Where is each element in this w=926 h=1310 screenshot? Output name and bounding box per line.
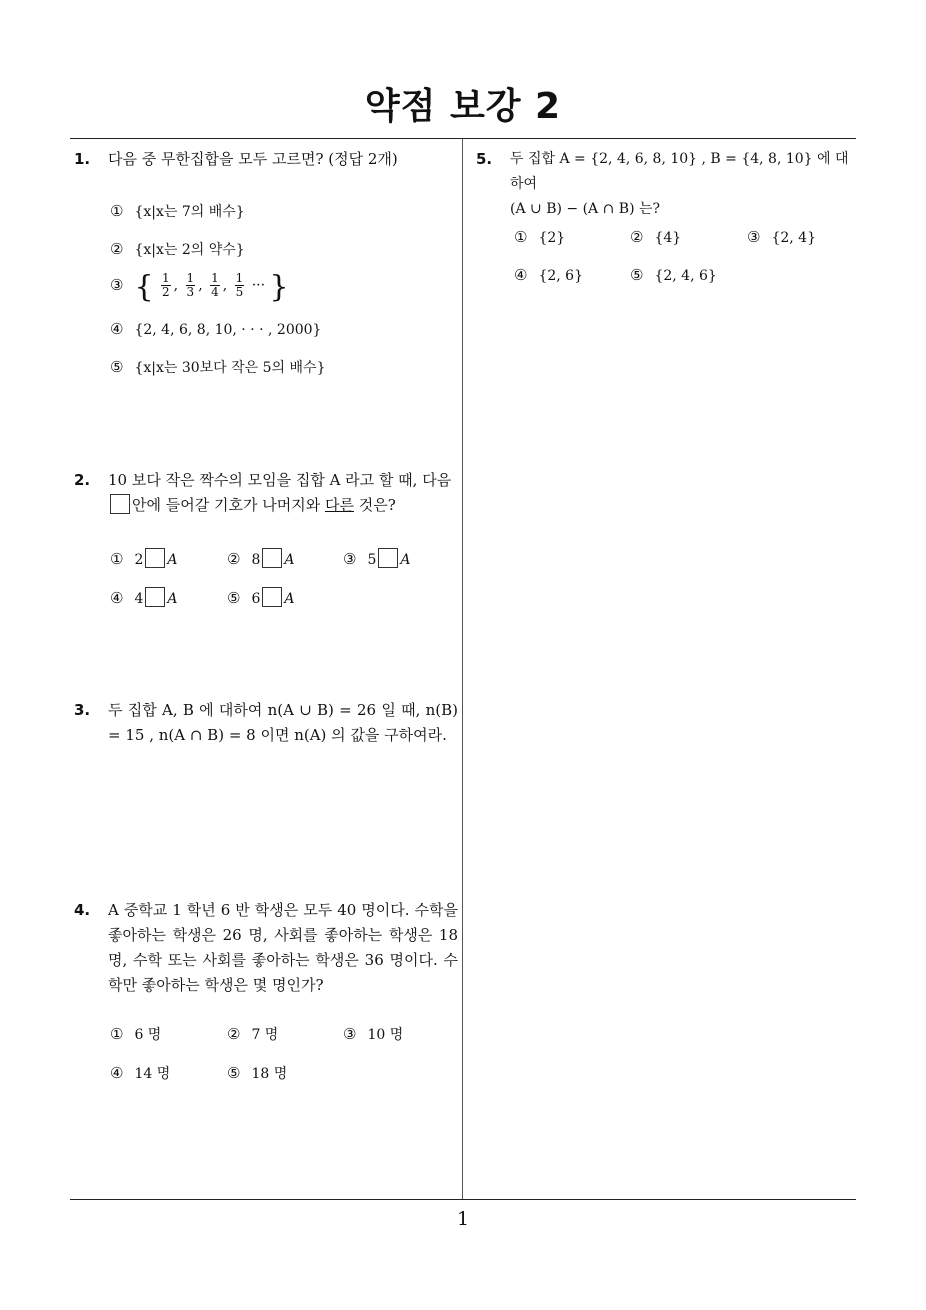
q4-option-4[interactable]: ④ 14 명 — [110, 1064, 171, 1082]
underlined-word: 다른 — [324, 496, 354, 514]
question-5 — [476, 147, 860, 222]
answer-box — [378, 548, 398, 568]
question-number: 4. — [74, 901, 91, 919]
q2-option-5[interactable]: ⑤ 6 A — [227, 589, 295, 607]
option-text: {2, 4, 6, 8, 10, · · · , 2000} — [134, 322, 322, 338]
q5-option-4[interactable]: ④ {2, 6} — [514, 266, 583, 284]
question-number: 1. — [74, 150, 91, 168]
q5-option-3[interactable]: ③ {2, 4} — [747, 228, 816, 246]
q2-option-4[interactable]: ④ 4 A — [110, 589, 178, 607]
option-mark: ① — [110, 202, 124, 220]
ellipsis: ··· — [251, 277, 266, 294]
q4-option-2[interactable]: ② 7 명 — [227, 1025, 279, 1043]
top-rule — [70, 138, 856, 139]
fraction: $\frac{1}{5}$ — [235, 271, 244, 299]
question-4 — [74, 898, 458, 998]
question-text: 두 집합 A, B 에 대하여 n(A ∪ B) = 26 일 때, n(B) = 15 , n(A ∩ B) = 8 이면 n(A) 의 값을 구하여라. — [108, 701, 458, 744]
question-line-1: 두 집합 A = {2, 4, 6, 8, 10} , B = {4, 8, 10} 에 대하여 — [510, 151, 849, 192]
question-1 — [74, 147, 458, 172]
page-number: 1 — [456, 1208, 470, 1230]
fraction: $\frac{1}{2}$ — [162, 271, 170, 299]
answer-box — [262, 587, 282, 607]
question-text: 10 보다 작은 짝수의 모임을 집합 A 라고 할 때, 다음 안에 들어갈 기호가 나머지와 다른 것은? — [108, 471, 452, 514]
answer-box — [110, 494, 130, 514]
column-divider — [462, 139, 463, 1199]
q2-option-3[interactable]: ③ 5 A — [343, 550, 411, 568]
q4-option-3[interactable]: ③ 10 명 — [343, 1025, 404, 1043]
brace-close: } — [269, 269, 289, 305]
q1-option-1[interactable] — [110, 201, 245, 222]
fraction: $\frac{1}{4}$ — [211, 271, 219, 299]
q1-option-2[interactable] — [110, 239, 245, 260]
question-3 — [74, 698, 458, 748]
option-text: {x|x는 30보다 작은 5의 배수} — [134, 360, 326, 376]
q4-option-5[interactable]: ⑤ 18 명 — [227, 1064, 288, 1082]
question-number: 5. — [476, 150, 493, 168]
question-line-1: 10 보다 작은 짝수의 모임을 집합 A 라고 할 때, 다음 — [108, 471, 452, 489]
bottom-rule — [70, 1199, 856, 1200]
answer-box — [262, 548, 282, 568]
page-title: 약점 보강 2 — [364, 86, 562, 127]
q4-option-1[interactable]: ① 6 명 — [110, 1025, 162, 1043]
option-mark: ② — [110, 240, 124, 258]
q1-option-5[interactable] — [110, 357, 326, 378]
answer-box — [145, 587, 165, 607]
q5-option-1[interactable]: ① {2} — [514, 228, 566, 246]
question-number: 2. — [74, 471, 91, 489]
q2-option-2[interactable]: ② 8 A — [227, 550, 295, 568]
q2-option-1[interactable]: ① 2 A — [110, 550, 178, 568]
question-line-2: (A ∪ B) − (A ∩ B) 는? — [510, 201, 661, 217]
option-mark: ③ — [110, 275, 124, 294]
q5-option-5[interactable]: ⑤ {2, 4, 6} — [630, 266, 717, 284]
q1-option-3[interactable]: ③ { $\frac{1}{2}$ , $\frac{1}{3}$ , $\frac{1}{4}$ , $\frac{1}{5}$ ··· } — [110, 269, 289, 305]
option-text: {x|x는 2의 약수} — [134, 242, 245, 258]
question-number: 3. — [74, 701, 91, 719]
option-text: {x|x는 7의 배수} — [134, 204, 245, 220]
brace-open: { — [134, 269, 154, 305]
question-text: A 중학교 1 학년 6 반 학생은 모두 40 명이다. 수학을 좋아하는 학생은 26 명, 사회를 좋아하는 학생은 18 명, 수학 또는 사회를 좋아하는 학생은 36 명이다. 수학만 좋아하는 학생은 몇 명인가? — [108, 901, 458, 994]
question-text — [510, 147, 860, 222]
option-mark: ④ — [110, 320, 124, 338]
q1-option-4[interactable] — [110, 319, 321, 340]
answer-box — [145, 548, 165, 568]
fraction: $\frac{1}{3}$ — [186, 271, 195, 299]
option-mark: ⑤ — [110, 358, 124, 376]
question-2 — [74, 468, 458, 518]
q5-option-2[interactable]: ② {4} — [630, 228, 682, 246]
question-text: 다음 중 무한집합을 모두 고르면? (정답 2개) — [108, 150, 398, 168]
